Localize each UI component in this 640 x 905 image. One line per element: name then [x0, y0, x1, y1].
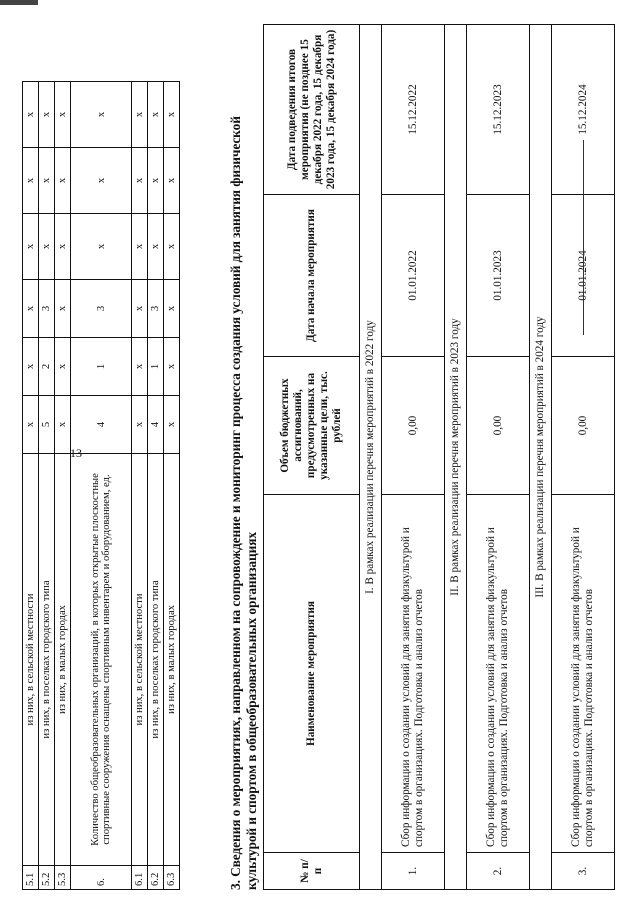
measure-name: Сбор информации о создании условий для занятия физкультурой и спортом в организациях. Подготовка и анализ отчетов — [467, 495, 530, 853]
table-cell: 3 — [39, 280, 55, 338]
table-row — [23, 82, 39, 890]
table-row — [55, 82, 71, 890]
page-number: 13 — [70, 446, 82, 460]
footer-rule — [583, 140, 584, 335]
measure-budget: 0,00 — [382, 357, 445, 495]
table-cell: х — [55, 396, 71, 454]
measure-num: 3. — [552, 853, 615, 890]
table-cell: из них, в поселках городского типа — [148, 454, 164, 866]
table-cell: х — [23, 82, 39, 148]
table-cell: Количество общеобразовательных организаций, в которых открытые плоскостные спортивные сооружения оснащены спортивным инвентарем и оборудованием, ед. — [71, 454, 132, 866]
table-cell: х — [132, 82, 148, 148]
measure-row — [467, 25, 530, 890]
table-row — [164, 82, 180, 890]
table-cell: 4 — [71, 396, 132, 454]
table-row — [71, 82, 132, 890]
table-cell: 4 — [148, 396, 164, 454]
section-row — [530, 25, 552, 890]
top-edge-mark — [0, 0, 38, 5]
table-cell: 5.1 — [23, 866, 39, 890]
table-cell: х — [148, 82, 164, 148]
section-row — [445, 25, 467, 890]
table-row — [39, 82, 55, 890]
table-cell: 5.2 — [39, 866, 55, 890]
table-cell: 1 — [71, 338, 132, 396]
table-cell: 6.2 — [148, 866, 164, 890]
section-title: II. В рамках реализации перечня мероприятий в 2023 году — [445, 25, 467, 890]
measure-num: 1. — [382, 853, 445, 890]
table-cell: из них, в малых городах — [55, 454, 71, 866]
table-row — [148, 82, 164, 890]
table-cell: х — [55, 82, 71, 148]
table-cell: х — [39, 214, 55, 280]
rotated-sheet — [15, 10, 627, 890]
table-cell: 1 — [148, 338, 164, 396]
section-title: III. В рамках реализации перечня мероприятий в 2024 году — [530, 25, 552, 890]
table-cell: х — [23, 214, 39, 280]
table-cell: х — [55, 338, 71, 396]
measure-budget: 0,00 — [552, 357, 615, 495]
table-cell: х — [164, 396, 180, 454]
measure-start: 01.01.2022 — [382, 195, 445, 357]
table-cell: х — [23, 338, 39, 396]
table-cell: 2 — [39, 338, 55, 396]
table-cell: 5 — [39, 396, 55, 454]
table-cell: 6.1 — [132, 866, 148, 890]
section-3-heading: 3. Сведения о мероприятиях, направленном на сопровождение и мониторинг процесса создания условий для занятия физической культурой и спортом в общеобразовательных организациях — [228, 116, 259, 890]
table-row — [132, 82, 148, 890]
measure-name: Сбор информации о создании условий для занятия физкультурой и спортом в организациях. Подготовка и анализ отчетов — [552, 495, 615, 853]
header-num: № п/п — [264, 853, 360, 890]
table-cell: х — [132, 148, 148, 214]
table-cell: 3 — [71, 280, 132, 338]
measure-end: 15.12.2022 — [382, 25, 445, 195]
table-header-row — [264, 25, 360, 890]
measure-num: 2. — [467, 853, 530, 890]
table-cell: х — [71, 148, 132, 214]
header-budget: Объем бюджетных ассигнований, предусмотренных на указанные цели, тыс. рублей — [264, 357, 360, 495]
table-cell: х — [148, 148, 164, 214]
table-cell: х — [164, 338, 180, 396]
table-cell: х — [39, 148, 55, 214]
table-cell: из них, в сельской местности — [23, 454, 39, 866]
measure-end: 15.12.2024 — [552, 25, 615, 195]
measure-budget: 0,00 — [467, 357, 530, 495]
table-cell: х — [164, 280, 180, 338]
header-name: Наименование мероприятия — [264, 495, 360, 853]
table-cell: х — [55, 280, 71, 338]
table-cell: из них, в поселках городского типа — [39, 454, 55, 866]
measure-end: 15.12.2023 — [467, 25, 530, 195]
table-cell: х — [71, 82, 132, 148]
table-cell: из них, в сельской местности — [132, 454, 148, 866]
table-cell: х — [55, 214, 71, 280]
section-row — [360, 25, 382, 890]
table-cell: х — [132, 280, 148, 338]
table-cell: х — [164, 214, 180, 280]
measure-row — [382, 25, 445, 890]
table-cell: 5.3 — [55, 866, 71, 890]
table-cell: х — [132, 338, 148, 396]
table-cell: из них, в малых городах — [164, 454, 180, 866]
table-cell: х — [164, 82, 180, 148]
measure-start: 01.01.2024 — [552, 195, 615, 357]
table-cell: х — [55, 148, 71, 214]
table-cell: х — [23, 148, 39, 214]
table-cell: 6.3 — [164, 866, 180, 890]
measure-start: 01.01.2023 — [467, 195, 530, 357]
table-cell: х — [132, 396, 148, 454]
table-cell: х — [71, 214, 132, 280]
table-cell: х — [164, 148, 180, 214]
table-cell: х — [23, 396, 39, 454]
measures-table — [263, 24, 615, 890]
section-title: I. В рамках реализации перечня мероприятий в 2022 году — [360, 25, 382, 890]
table-cell: 3 — [148, 280, 164, 338]
table-cell: х — [39, 82, 55, 148]
table-cell: 6. — [71, 866, 132, 890]
header-start-date: Дата начала мероприятия — [264, 195, 360, 357]
table-cell: х — [148, 214, 164, 280]
table-cell: х — [23, 280, 39, 338]
indicators-table — [22, 81, 180, 890]
header-end-date: Дата подведения итогов мероприятия (не позднее 15 декабря 2022 года, 15 декабря 2023 года, 15 декабря 2024 года) — [264, 25, 360, 195]
measure-name: Сбор информации о создании условий для занятия физкультурой и спортом в организациях. Подготовка и анализ отчетов — [382, 495, 445, 853]
table-cell: х — [132, 214, 148, 280]
